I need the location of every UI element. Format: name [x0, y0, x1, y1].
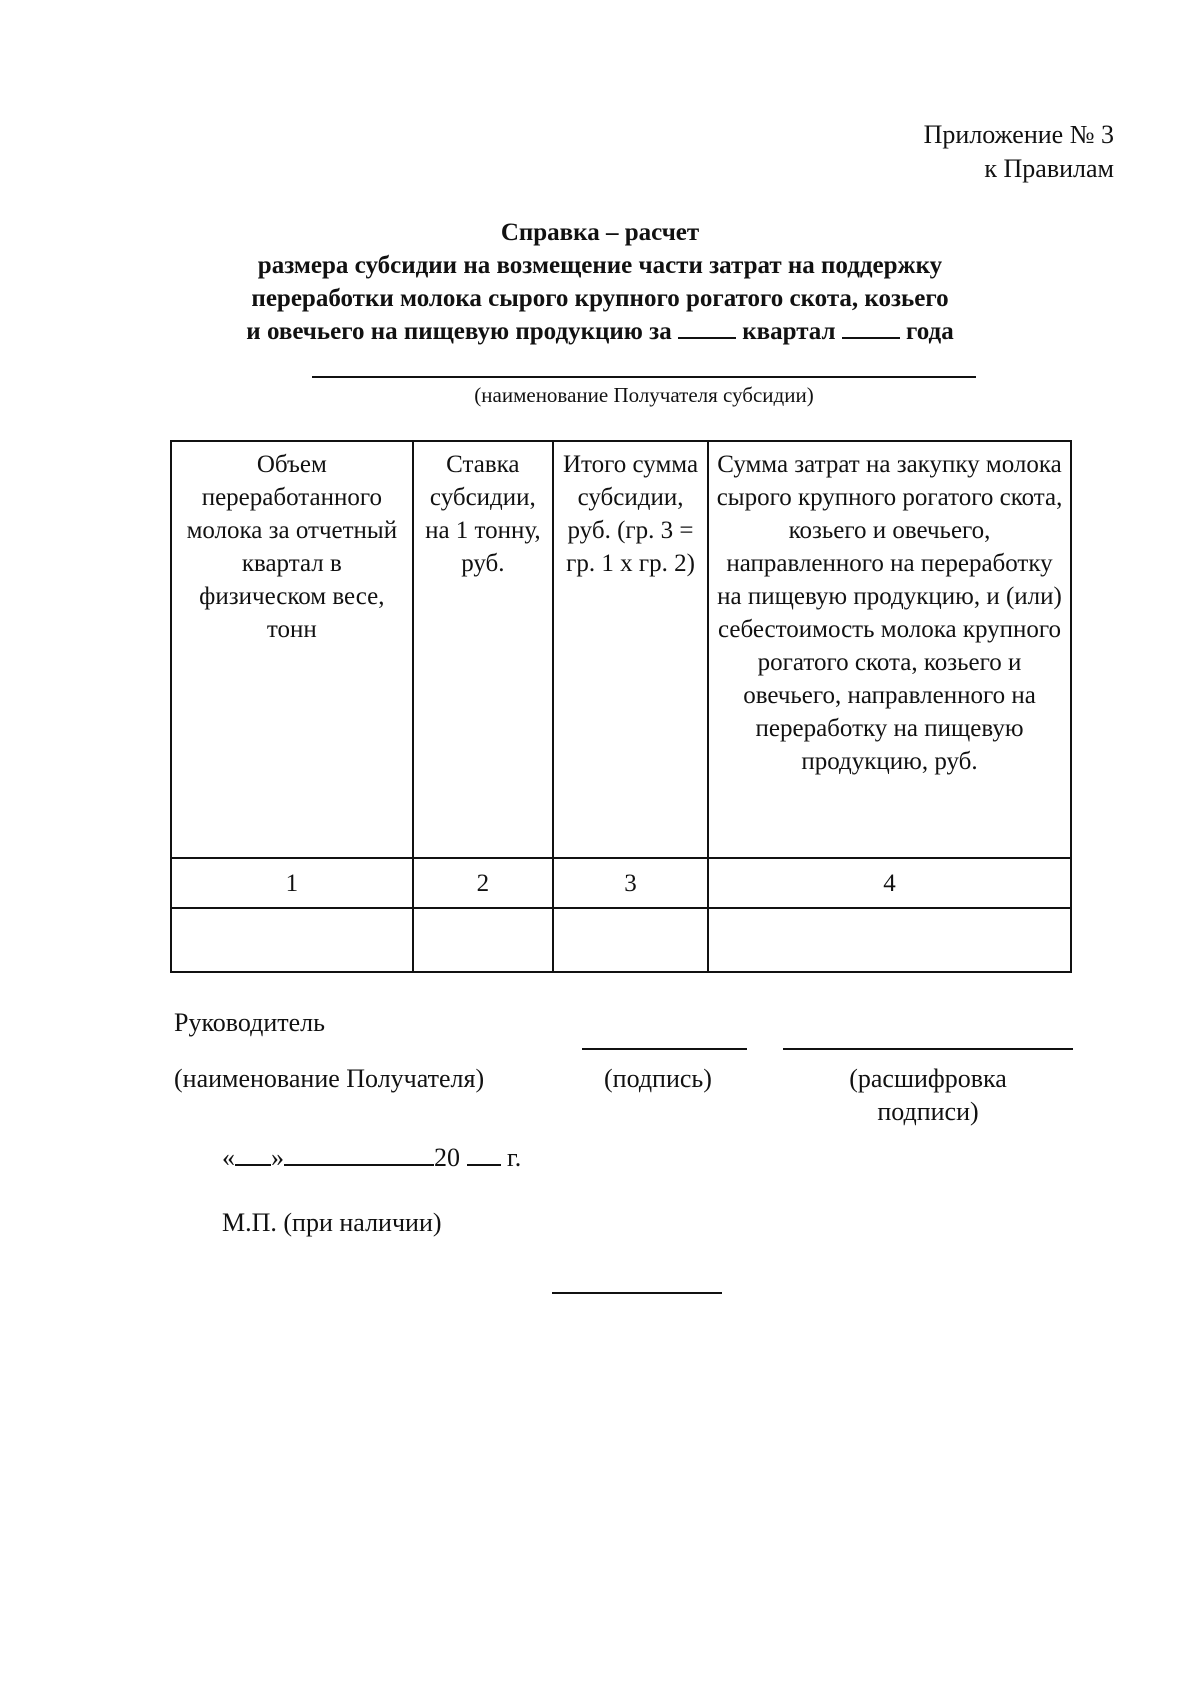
column-number: 3: [553, 858, 708, 908]
appendix-reference: [924, 118, 1114, 186]
document-title: [180, 216, 1020, 348]
title-line-1: Справка – расчет: [500, 219, 700, 246]
calculation-table: [170, 440, 1072, 973]
header-volume: Объем переработанного молока за отчетный квартал в физическом весе, тонн: [171, 441, 413, 858]
bottom-separator-line: [552, 1292, 722, 1294]
column-number-row: [171, 858, 1071, 908]
year-suffix-blank[interactable]: [467, 1140, 501, 1166]
column-number: 4: [708, 858, 1071, 908]
volume-cell[interactable]: [171, 908, 413, 972]
month-blank[interactable]: [284, 1140, 434, 1166]
costs-cell[interactable]: [708, 908, 1071, 972]
title-line-3: переработки молока сырого крупного рогатого скота, козьего: [251, 285, 949, 312]
quarter-blank[interactable]: [678, 315, 736, 339]
signature-caption: (подпись): [604, 1064, 712, 1093]
appendix-rules: к Правилам: [984, 154, 1114, 183]
rate-cell[interactable]: [413, 908, 553, 972]
title-line-4-part-3: года: [906, 318, 954, 345]
day-blank[interactable]: [235, 1140, 271, 1166]
stamp-label: М.П. (при наличии): [222, 1208, 442, 1237]
title-line-4-part-1: и овечьего на пищевую продукцию за: [246, 318, 672, 345]
table-header-row: [171, 441, 1071, 858]
signature-decode-line[interactable]: [783, 1048, 1073, 1050]
recipient-name-field[interactable]: [312, 376, 976, 378]
header-costs: Сумма затрат на закупку молока сырого крупного рогатого скота, козьего и овечьего, направленного на переработку на пищевую продукцию, и (или) себестоимость молока крупного рогатого скота, козьего и овечьего, направленного на переработку на пищевую продукцию, руб.: [708, 441, 1071, 858]
recipient-name-caption: (наименование Получателя субсидии): [474, 383, 814, 407]
head-label: Руководитель: [174, 1008, 325, 1037]
title-line-4: [180, 315, 1020, 348]
date-close-quote: »: [271, 1143, 284, 1172]
column-number: 2: [413, 858, 553, 908]
table-data-row: [171, 908, 1071, 972]
title-line-2: размера субсидии на возмещение части затрат на поддержку: [257, 252, 943, 279]
date-open-quote: «: [222, 1143, 235, 1172]
header-rate: Ставка субсидии, на 1 тонну, руб.: [413, 441, 553, 858]
title-line-4-part-2: квартал: [742, 318, 836, 345]
recipient-caption: (наименование Получателя): [174, 1064, 485, 1093]
decode-caption-line-1: (расшифровка: [849, 1064, 1007, 1093]
year-suffix: г.: [507, 1143, 522, 1172]
header-total: Итого сумма субсидии, руб. (гр. 3 = гр. 1 x гр. 2): [553, 441, 708, 858]
year-blank[interactable]: [842, 315, 900, 339]
column-number: 1: [171, 858, 413, 908]
total-cell[interactable]: [553, 908, 708, 972]
decode-caption-line-2: подписи): [877, 1097, 979, 1126]
signature-line[interactable]: [582, 1048, 747, 1050]
year-prefix: 20: [434, 1143, 460, 1172]
appendix-number: Приложение № 3: [923, 120, 1114, 149]
date-field: [222, 1140, 521, 1175]
